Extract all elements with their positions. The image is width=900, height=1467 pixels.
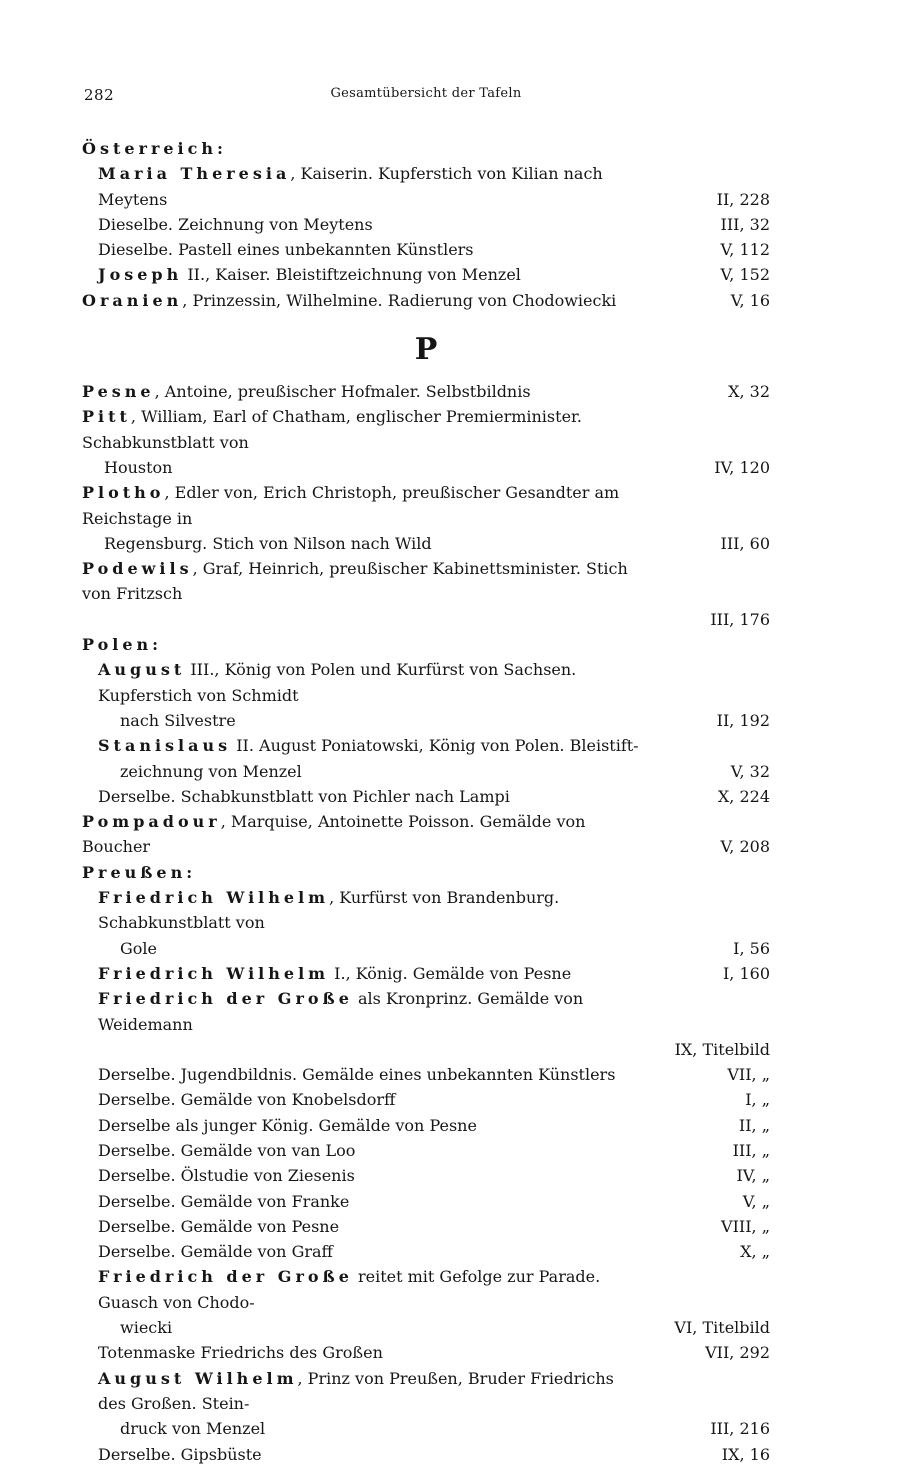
- plate-reference: III, 32: [720, 214, 770, 234]
- index-entry: [82, 379, 770, 404]
- index-entry: [98, 1189, 770, 1214]
- index-entry: [98, 986, 770, 1062]
- entry-continuation: wiecki: [120, 1318, 173, 1338]
- index-entry: [98, 961, 770, 986]
- entry-text: , Prinzessin, Wilhelmine. Radierung von Chodowiecki: [182, 290, 617, 310]
- entry-name: Joseph: [98, 265, 183, 285]
- page-header: [82, 86, 770, 110]
- index-entry: [98, 1113, 770, 1138]
- index-entry: [98, 262, 770, 287]
- entry-text: , Kaiserin. Kupferstich von Kilian nach Meytens: [98, 164, 603, 209]
- index-entry: [82, 480, 770, 556]
- entry-text: Derselbe. Gemälde von van Loo: [98, 1140, 356, 1160]
- plate-reference: VII, „: [727, 1065, 770, 1085]
- entry-text: , Kurfürst von Brandenburg. Schabkunstblatt von: [98, 888, 560, 933]
- entry-text: reitet mit Gefolge zur Parade. Guasch von Chodo-: [98, 1267, 601, 1312]
- entry-text: , Antoine, preußischer Hofmaler. Selbstbildnis: [154, 382, 531, 402]
- entry-name: August: [98, 660, 186, 680]
- index-entry: [98, 1340, 770, 1365]
- plate-reference: VI, Titelbild: [674, 1318, 770, 1338]
- entry-name: Friedrich Wilhelm: [98, 888, 330, 908]
- index-entry: [82, 404, 770, 480]
- entry-text: Derselbe. Gemälde von Knobelsdorff: [98, 1090, 396, 1110]
- section-letter: P: [414, 332, 438, 368]
- entry-text: I., König. Gemälde von Pesne: [329, 963, 572, 983]
- entry-name: Friedrich der Große: [98, 989, 353, 1009]
- plate-reference: IV, 120: [714, 457, 770, 477]
- entry-name: Friedrich Wilhelm: [98, 963, 330, 983]
- index-entry: [98, 1062, 770, 1087]
- entry-text: Derselbe. Schabkunstblatt von Pichler nach Lampi: [98, 786, 510, 806]
- group-heading: Polen:: [82, 635, 163, 655]
- index-entry: [82, 809, 770, 860]
- index-entry: [98, 1239, 770, 1264]
- group-heading: Österreich:: [82, 139, 227, 158]
- plate-reference: V, 16: [730, 290, 770, 310]
- plate-reference: I, „: [745, 1090, 770, 1110]
- plate-reference: I, 56: [733, 938, 770, 958]
- index-entry: [82, 288, 770, 313]
- plate-reference: VIII, „: [721, 1216, 770, 1236]
- index-entry: [98, 1264, 770, 1340]
- plate-reference: III, 176: [710, 609, 770, 629]
- entry-text: Derselbe. Gemälde von Graff: [98, 1242, 333, 1262]
- entry-text: Derselbe. Gemälde von Pesne: [98, 1216, 340, 1236]
- index-entry: [98, 1442, 770, 1467]
- index-entry: [98, 657, 770, 733]
- running-title: Gesamtübersicht der Tafeln: [330, 86, 522, 101]
- plate-reference: I, 160: [722, 963, 770, 983]
- entry-text: II., Kaiser. Bleistiftzeichnung von Menzel: [182, 265, 521, 285]
- entry-text: Dieselbe. Pastell eines unbekannten Künstlers: [98, 240, 474, 260]
- plate-reference: IX, 16: [721, 1444, 770, 1464]
- entry-continuation: druck von Menzel: [120, 1419, 266, 1439]
- index-entry: [98, 1366, 770, 1442]
- plate-reference: X, 224: [717, 786, 770, 806]
- entry-name: Stanislaus: [98, 736, 232, 756]
- entry-text: , Graf, Heinrich, preußischer Kabinettsminister. Stich von Fritzsch: [82, 559, 628, 604]
- entry-text: , Prinz von Preußen, Bruder Friedrichs des Großen. Stein-: [98, 1368, 614, 1413]
- entry-text: Derselbe. Ölstudie von Ziesenis: [98, 1166, 355, 1186]
- entry-continuation: zeichnung von Menzel: [120, 761, 302, 781]
- entry-name: Podewils: [82, 559, 193, 579]
- entry-name: Maria Theresia: [98, 164, 291, 184]
- plate-reference: V, 112: [720, 240, 770, 260]
- entry-text: II. August Poniatowski, König von Polen. Bleistift-: [231, 736, 639, 756]
- entry-text: Dieselbe. Zeichnung von Meytens: [98, 214, 373, 234]
- entry-text: Derselbe als junger König. Gemälde von Pesne: [98, 1115, 477, 1135]
- entry-text: Totenmaske Friedrichs des Großen: [98, 1343, 383, 1363]
- entry-name: Pesne: [82, 382, 155, 402]
- plate-reference: VII, 292: [705, 1343, 770, 1363]
- index-entry: [82, 556, 770, 632]
- entry-name: Oranien: [82, 290, 183, 310]
- plate-reference: II, 192: [716, 710, 770, 730]
- index-entry: [98, 733, 770, 784]
- plate-reference: V, 32: [730, 761, 770, 781]
- index-entry: [98, 161, 770, 212]
- index-entry: [98, 885, 770, 961]
- plate-reference: V, 152: [720, 265, 770, 285]
- entry-text: als Kronprinz. Gemälde von Weidemann: [98, 989, 584, 1034]
- entry-text: , William, Earl of Chatham, englischer Premierminister. Schabkunstblatt von: [82, 407, 583, 452]
- plate-reference: III, 216: [710, 1419, 770, 1439]
- index-entry: [98, 237, 770, 262]
- entry-name: Pitt: [82, 407, 131, 427]
- entry-text: , Marquise, Antoinette Poisson. Gemälde von Boucher: [82, 812, 586, 857]
- plate-reference: III, 60: [720, 533, 770, 553]
- page-number: 282: [84, 86, 115, 104]
- index-entry: [98, 1163, 770, 1188]
- index-body: [82, 136, 770, 1467]
- index-entry: [98, 1214, 770, 1239]
- plate-reference: IX, Titelbild: [674, 1039, 770, 1059]
- index-entry: [98, 212, 770, 237]
- entry-text: III., König von Polen und Kurfürst von Sachsen. Kupferstich von Schmidt: [98, 660, 577, 705]
- plate-reference: V, „: [742, 1191, 770, 1211]
- plate-reference: V, 208: [720, 837, 770, 857]
- entry-continuation: Gole: [120, 938, 157, 958]
- plate-reference: IV, „: [736, 1166, 770, 1186]
- plate-reference: X, „: [740, 1242, 770, 1262]
- entry-continuation: Houston: [104, 457, 173, 477]
- index-entry: [98, 784, 770, 809]
- index-entry: [98, 1087, 770, 1112]
- plate-reference: III, „: [732, 1140, 770, 1160]
- entry-text: , Edler von, Erich Christoph, preußischer Gesandter am Reichstage in: [82, 483, 620, 528]
- plate-reference: II, 228: [716, 189, 770, 209]
- entry-name: Pompadour: [82, 812, 221, 832]
- group-heading: Preußen:: [82, 862, 197, 882]
- entry-continuation: Regensburg. Stich von Nilson nach Wild: [104, 533, 432, 553]
- entry-name: Friedrich der Große: [98, 1267, 353, 1287]
- entry-name: Plotho: [82, 483, 165, 503]
- book-page: [82, 86, 770, 1464]
- entry-continuation: nach Silvestre: [120, 710, 236, 730]
- entry-text: Derselbe. Gemälde von Franke: [98, 1191, 350, 1211]
- plate-reference: II, „: [738, 1115, 770, 1135]
- plate-reference: X, 32: [728, 382, 770, 402]
- index-entry: [98, 1138, 770, 1163]
- entry-text: Derselbe. Jugendbildnis. Gemälde eines unbekannten Künstlers: [98, 1065, 616, 1085]
- entry-text: Derselbe. Gipsbüste: [98, 1444, 262, 1464]
- entry-name: August Wilhelm: [98, 1368, 298, 1388]
